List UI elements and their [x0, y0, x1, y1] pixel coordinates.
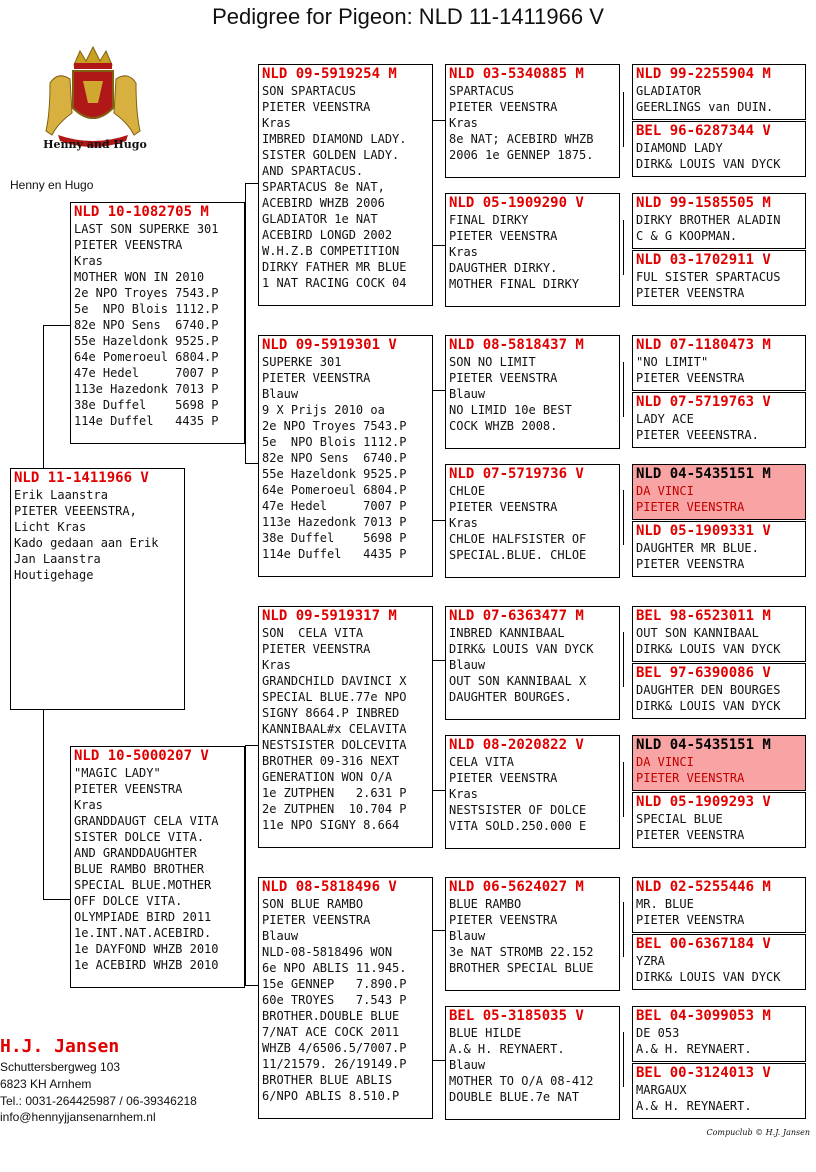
- connector: [43, 899, 70, 900]
- ring-number: NLD 08-2020822 V: [449, 737, 584, 753]
- pigeon-info-line: DAUGHTER BOURGES.: [449, 690, 572, 704]
- pigeon-card-mff[interactable]: [445, 606, 620, 720]
- pigeon-info-line: PIETER VEENSTRA: [636, 286, 745, 300]
- ring-number: NLD 03-1702911 V: [636, 252, 771, 268]
- connector: [432, 930, 445, 931]
- pigeon-info-line: 2e NPO Troyes 7543.P: [262, 419, 407, 433]
- pigeon-info-line: INBRED KANNIBAAL: [449, 626, 565, 640]
- pigeon-info-line: 113e Hazedonk 7013 P: [74, 382, 219, 396]
- ring-number: NLD 05-1909293 V: [636, 794, 771, 810]
- pigeon-info-line: BROTHER 09-316 NEXT: [262, 754, 400, 768]
- pigeon-info-line: PIETER VEEENSTRA,: [14, 504, 137, 518]
- pigeon-info-line: PIETER VEENSTRA: [636, 557, 745, 571]
- pigeon-info-line: 5e NPO Blois 1112.P: [262, 435, 407, 449]
- pigeon-info-line: W.H.Z.B COMPETITION: [262, 244, 400, 258]
- pigeon-card-g9[interactable]: [632, 606, 806, 662]
- pigeon-info-line: DA VINCI: [636, 484, 694, 498]
- pigeon-card-g12[interactable]: [632, 792, 806, 848]
- pigeon-info-line: Jan Laanstra: [14, 552, 101, 566]
- pigeon-info-line: PIETER VEENSTRA: [74, 238, 183, 252]
- pigeon-info-line: MR. BLUE: [636, 897, 694, 911]
- pigeon-info-line: PIETER VEENSTRA: [636, 828, 745, 842]
- connector: [245, 183, 246, 463]
- breeder-name: H.J. Jansen: [0, 1036, 120, 1057]
- pigeon-info-line: 38e Duffel 5698 P: [262, 531, 407, 545]
- pigeon-card-g16[interactable]: [632, 1063, 806, 1119]
- pigeon-info-line: DOUBLE BLUE.7e NAT: [449, 1090, 580, 1104]
- pigeon-info-line: 64e Pomeroeul 6804.P: [262, 483, 407, 497]
- pigeon-info-line: Kras: [74, 254, 103, 268]
- pigeon-info-line: 38e Duffel 5698 P: [74, 398, 219, 412]
- ring-number: NLD 07-5719763 V: [636, 394, 771, 410]
- pigeon-info-line: 1e DAYFOND WHZB 2010: [74, 942, 219, 956]
- connector: [623, 762, 624, 817]
- pigeon-info-line: FUL SISTER SPARTACUS: [636, 270, 781, 284]
- pigeon-info-line: 55e Hazeldonk 9525.P: [262, 467, 407, 481]
- pigeon-info-line: CELA VITA: [449, 755, 515, 769]
- pigeon-info-line: 11e NPO SIGNY 8.664: [262, 818, 400, 832]
- connector: [43, 325, 44, 469]
- connector: [623, 632, 624, 687]
- pigeon-info-line: 15e GENNEP 7.890.P: [262, 977, 407, 991]
- pigeon-info-line: DAUGHTER MR BLUE.: [636, 541, 759, 555]
- pigeon-info-line: Blauw: [262, 929, 299, 943]
- connector: [43, 325, 70, 326]
- pigeon-info-line: DE 053: [636, 1026, 680, 1040]
- pigeon-info-line: 47e Hedel 7007 P: [262, 499, 407, 513]
- pigeon-card-ff[interactable]: [258, 64, 433, 306]
- pigeon-card-g1[interactable]: [632, 64, 806, 120]
- pigeon-info-line: MOTHER WON IN 2010: [74, 270, 205, 284]
- pigeon-info-line: GEERLINGS van DUIN.: [636, 100, 774, 114]
- pigeon-info-line: "MAGIC LADY": [74, 766, 161, 780]
- connector: [43, 709, 44, 899]
- pigeon-info-line: Kras: [449, 245, 478, 259]
- ring-number: NLD 09-5919317 M: [262, 608, 397, 624]
- ring-number: NLD 09-5919254 M: [262, 66, 397, 82]
- ring-number: NLD 06-5624027 M: [449, 879, 584, 895]
- pigeon-info-line: SON SPARTACUS: [262, 84, 356, 98]
- pigeon-info-line: AND GRANDDAUGHTER: [74, 846, 197, 860]
- pigeon-info-line: NESTSISTER DOLCEVITA: [262, 738, 407, 752]
- pigeon-card-mmm[interactable]: [445, 1006, 620, 1120]
- pigeon-info-line: DAUGTHER DIRKY.: [449, 261, 558, 275]
- breeder-city: 6823 KH Arnhem: [0, 1077, 92, 1091]
- pigeon-info-line: 3e NAT STROMB 22.152: [449, 945, 594, 959]
- pigeon-info-line: SON CELA VITA: [262, 626, 364, 640]
- pigeon-info-line: Erik Laanstra: [14, 488, 108, 502]
- connector: [245, 745, 259, 746]
- connector: [245, 463, 259, 464]
- pigeon-info-line: CHLOE HALFSISTER OF: [449, 532, 587, 546]
- pigeon-info-line: 6/NPO ABLIS 8.510.P: [262, 1089, 400, 1103]
- pigeon-card-mm[interactable]: [258, 877, 433, 1119]
- pigeon-info-line: Blauw: [262, 387, 299, 401]
- pigeon-info-line: DIRK& LOUIS VAN DYCK: [636, 642, 781, 656]
- pigeon-info-line: 2e NPO Troyes 7543.P: [74, 286, 219, 300]
- pigeon-info-line: 114e Duffel 4435 P: [262, 547, 407, 561]
- pigeon-info-line: 11/21579. 26/19149.P: [262, 1057, 407, 1071]
- pigeon-info-line: LAST SON SUPERKE 301: [74, 222, 219, 236]
- pigeon-info-line: 5e NPO Blois 1112.P: [74, 302, 219, 316]
- ring-number: NLD 04-5435151 M: [636, 466, 771, 482]
- pigeon-info-line: PIETER VEENSTRA: [636, 771, 745, 785]
- pigeon-card-g15[interactable]: [632, 1006, 806, 1062]
- ring-number: NLD 10-1082705 M: [74, 204, 209, 220]
- pigeon-info-line: SUPERKE 301: [262, 355, 342, 369]
- pigeon-info-line: BLUE RAMBO BROTHER: [74, 862, 205, 876]
- pigeon-info-line: SON BLUE RAMBO: [262, 897, 364, 911]
- connector: [432, 1060, 445, 1061]
- pigeon-info-line: BLUE HILDE: [449, 1026, 522, 1040]
- pigeon-info-line: 47e Hedel 7007 P: [74, 366, 219, 380]
- copyright: Compuclub © H.J. Jansen: [706, 1128, 810, 1137]
- pigeon-info-line: DIRK& LOUIS VAN DYCK: [449, 642, 594, 656]
- ring-number: BEL 97-6390086 V: [636, 665, 771, 681]
- pigeon-info-line: SISTER DOLCE VITA.: [74, 830, 205, 844]
- pigeon-info-line: GRANDCHILD DAVINCI X: [262, 674, 407, 688]
- pigeon-card-subject[interactable]: [10, 468, 185, 710]
- pigeon-info-line: MOTHER TO O/A 08-412: [449, 1074, 594, 1088]
- pigeon-info-line: DIRKY BROTHER ALADIN: [636, 213, 781, 227]
- ring-number: BEL 98-6523011 M: [636, 608, 771, 624]
- pigeon-info-line: 114e Duffel 4435 P: [74, 414, 219, 428]
- pigeon-info-line: OFF DOLCE VITA.: [74, 894, 183, 908]
- pigeon-card-g13[interactable]: [632, 877, 806, 933]
- pigeon-info-line: GLADIATOR 1e NAT: [262, 212, 378, 226]
- pigeon-info-line: 113e Hazedonk 7013 P: [262, 515, 407, 529]
- pigeon-info-line: 60e TROYES 7.543 P: [262, 993, 407, 1007]
- pigeon-info-line: LADY ACE: [636, 412, 694, 426]
- connector: [245, 183, 259, 184]
- pigeon-info-line: ACEBIRD WHZB 2006: [262, 196, 385, 210]
- page-title: Pedigree for Pigeon: NLD 11-1411966 V: [212, 4, 604, 29]
- connector: [623, 1032, 624, 1087]
- pigeon-card-g3[interactable]: [632, 193, 806, 249]
- pigeon-info-line: DAUGHTER DEN BOURGES: [636, 683, 781, 697]
- pigeon-info-line: Blauw: [449, 387, 486, 401]
- pigeon-info-line: 64e Pomeroeul 6804.P: [74, 350, 219, 364]
- pigeon-info-line: PIETER VEENSTRA: [449, 100, 558, 114]
- pigeon-info-line: 2006 1e GENNEP 1875.: [449, 148, 594, 162]
- pigeon-info-line: VITA SOLD.250.000 E: [449, 819, 587, 833]
- pigeon-card-g6[interactable]: [632, 392, 806, 448]
- ring-number: BEL 96-6287344 V: [636, 123, 771, 139]
- pigeon-info-line: 8e NAT; ACEBIRD WHZB: [449, 132, 594, 146]
- pigeon-info-line: BLUE RAMBO: [449, 897, 522, 911]
- pigeon-info-line: A.& H. REYNAERT.: [449, 1042, 565, 1056]
- pigeon-info-line: Licht Kras: [14, 520, 87, 534]
- pigeon-info-line: PIETER VEENSTRA: [262, 100, 371, 114]
- pigeon-info-line: DIRKY FATHER MR BLUE: [262, 260, 407, 274]
- pigeon-info-line: GRANDDAUGT CELA VITA: [74, 814, 219, 828]
- pigeon-card-fm[interactable]: [258, 335, 433, 577]
- ring-number: NLD 08-5818496 V: [262, 879, 397, 895]
- pigeon-info-line: PIETER VEENSTRA: [74, 782, 183, 796]
- pigeon-info-line: NESTSISTER OF DOLCE: [449, 803, 587, 817]
- pigeon-info-line: Houtigehage: [14, 568, 94, 582]
- pigeon-info-line: Blauw: [449, 1058, 486, 1072]
- pigeon-info-line: OLYMPIADE BIRD 2011: [74, 910, 212, 924]
- pigeon-info-line: ACEBIRD LONGD 2002: [262, 228, 393, 242]
- ring-number: NLD 11-1411966 V: [14, 470, 149, 486]
- connector: [432, 245, 445, 246]
- ring-number: NLD 08-5818437 M: [449, 337, 584, 353]
- pigeon-card-ffm[interactable]: [445, 193, 620, 307]
- breeder-email[interactable]: info@hennyjjansenarnhem.nl: [0, 1110, 156, 1124]
- ring-number: BEL 00-3124013 V: [636, 1065, 771, 1081]
- pigeon-info-line: PIETER VEENSTRA: [636, 500, 745, 514]
- pigeon-info-line: Kras: [262, 116, 291, 130]
- pigeon-info-line: PIETER VEENSTRA: [262, 371, 371, 385]
- pigeon-info-line: CHLOE: [449, 484, 486, 498]
- pigeon-card-mother[interactable]: [70, 746, 245, 988]
- pigeon-card-fff[interactable]: [445, 64, 620, 178]
- pigeon-info-line: COCK WHZB 2008.: [449, 419, 558, 433]
- pigeon-info-line: DA VINCI: [636, 755, 694, 769]
- pigeon-info-line: PIETER VEEENSTRA.: [636, 428, 759, 442]
- connector: [432, 120, 445, 121]
- pigeon-card-fmf[interactable]: [445, 335, 620, 449]
- pigeon-card-g4[interactable]: [632, 250, 806, 306]
- pigeon-info-line: DIRK& LOUIS VAN DYCK: [636, 699, 781, 713]
- pigeon-info-line: 1e.INT.NAT.ACEBIRD.: [74, 926, 212, 940]
- pigeon-info-line: NO LIMID 10e BEST: [449, 403, 572, 417]
- pigeon-info-line: DIRK& LOUIS VAN DYCK: [636, 970, 781, 984]
- pigeon-info-line: BROTHER SPECIAL BLUE: [449, 961, 594, 975]
- pigeon-info-line: "NO LIMIT": [636, 355, 709, 369]
- ring-number: NLD 05-1909290 V: [449, 195, 584, 211]
- owner-label: Henny en Hugo: [10, 178, 94, 192]
- pigeon-card-g7[interactable]: [632, 464, 806, 520]
- connector: [623, 220, 624, 275]
- pigeon-info-line: BROTHER BLUE ABLIS: [262, 1073, 393, 1087]
- pigeon-info-line: SIGNY 8664.P INBRED: [262, 706, 400, 720]
- connector: [623, 92, 624, 147]
- pigeon-info-line: SPECIAL BLUE.MOTHER: [74, 878, 212, 892]
- pigeon-card-g2[interactable]: [632, 121, 806, 177]
- breeder-phone: Tel.: 0031-264425987 / 06-39346218: [0, 1094, 197, 1108]
- pigeon-info-line: GENERATION WON O/A: [262, 770, 393, 784]
- ring-number: BEL 05-3185035 V: [449, 1008, 584, 1024]
- pigeon-info-line: PIETER VEENSTRA: [636, 913, 745, 927]
- connector: [245, 985, 259, 986]
- logo-caption: Henny and Hugo: [43, 138, 147, 151]
- connector: [432, 660, 445, 661]
- pigeon-info-line: SPECIAL.BLUE. CHLOE: [449, 548, 587, 562]
- pigeon-info-line: FINAL DIRKY: [449, 213, 529, 227]
- pigeon-info-line: SISTER GOLDEN LADY.: [262, 148, 400, 162]
- pigeon-info-line: Kado gedaan aan Erik: [14, 536, 159, 550]
- pigeon-card-mmf[interactable]: [445, 877, 620, 991]
- pigeon-info-line: Kras: [74, 798, 103, 812]
- pigeon-info-line: Kras: [262, 658, 291, 672]
- pigeon-info-line: SPECIAL BLUE.77e NPO: [262, 690, 407, 704]
- pigeon-info-line: SON NO LIMIT: [449, 355, 536, 369]
- ring-number: NLD 99-2255904 M: [636, 66, 771, 82]
- pigeon-info-line: PIETER VEENSTRA: [449, 500, 558, 514]
- pigeon-info-line: OUT SON KANNIBAAL X: [449, 674, 587, 688]
- ring-number: NLD 03-5340885 M: [449, 66, 584, 82]
- pigeon-info-line: PIETER VEENSTRA: [449, 371, 558, 385]
- pigeon-info-line: A.& H. REYNAERT.: [636, 1099, 752, 1113]
- pigeon-info-line: DIAMOND LADY: [636, 141, 723, 155]
- pigeon-info-line: PIETER VEENSTRA: [262, 913, 371, 927]
- connector: [623, 362, 624, 417]
- pigeon-card-mfm[interactable]: [445, 735, 620, 849]
- ring-number: NLD 09-5919301 V: [262, 337, 397, 353]
- ring-number: NLD 99-1585505 M: [636, 195, 771, 211]
- pigeon-info-line: PIETER VEENSTRA: [449, 229, 558, 243]
- connector: [245, 745, 246, 985]
- pigeon-info-line: 1e ZUTPHEN 2.631 P: [262, 786, 407, 800]
- pigeon-info-line: Blauw: [449, 658, 486, 672]
- ring-number: NLD 05-1909331 V: [636, 523, 771, 539]
- pigeon-info-line: 6e NPO ABLIS 11.945.: [262, 961, 407, 975]
- pigeon-info-line: A.& H. REYNAERT.: [636, 1042, 752, 1056]
- connector: [432, 520, 445, 521]
- pigeon-card-father[interactable]: [70, 202, 245, 444]
- pigeon-info-line: 82e NPO Sens 6740.P: [262, 451, 407, 465]
- pigeon-info-line: PIETER VEENSTRA: [262, 642, 371, 656]
- pigeon-info-line: DIRK& LOUIS VAN DYCK: [636, 157, 781, 171]
- ring-number: BEL 04-3099053 M: [636, 1008, 771, 1024]
- ring-number: NLD 04-5435151 M: [636, 737, 771, 753]
- pigeon-card-mf[interactable]: [258, 606, 433, 848]
- pigeon-info-line: MARGAUX: [636, 1083, 687, 1097]
- pigeon-info-line: 9 X Prijs 2010 oa: [262, 403, 385, 417]
- pigeon-card-g8[interactable]: [632, 521, 806, 577]
- pigeon-info-line: YZRA: [636, 954, 665, 968]
- pigeon-info-line: GLADIATOR: [636, 84, 702, 98]
- pigeon-card-g10[interactable]: [632, 663, 806, 719]
- pigeon-info-line: AND SPARTACUS.: [262, 164, 364, 178]
- pigeon-info-line: SPARTACUS: [449, 84, 515, 98]
- connector: [623, 902, 624, 957]
- pigeon-info-line: C & G KOOPMAN.: [636, 229, 738, 243]
- pigeon-info-line: PIETER VEENSTRA: [449, 771, 558, 785]
- pigeon-info-line: Kras: [449, 516, 478, 530]
- pigeon-info-line: 7/NAT ACE COCK 2011: [262, 1025, 400, 1039]
- pigeon-info-line: OUT SON KANNIBAAL: [636, 626, 759, 640]
- pigeon-info-line: PIETER VEENSTRA: [449, 913, 558, 927]
- pigeon-info-line: Kras: [449, 787, 478, 801]
- connector: [432, 390, 445, 391]
- ring-number: NLD 07-6363477 M: [449, 608, 584, 624]
- pigeon-card-g14[interactable]: [632, 934, 806, 990]
- connector: [432, 790, 445, 791]
- pigeon-info-line: 1e ACEBIRD WHZB 2010: [74, 958, 219, 972]
- pigeon-info-line: SPECIAL BLUE: [636, 812, 723, 826]
- pigeon-info-line: Blauw: [449, 929, 486, 943]
- connector: [623, 490, 624, 545]
- pigeon-info-line: SPARTACUS 8e NAT,: [262, 180, 385, 194]
- pigeon-info-line: 1 NAT RACING COCK 04: [262, 276, 407, 290]
- pigeon-card-g5[interactable]: [632, 335, 806, 391]
- pigeon-card-fmm[interactable]: [445, 464, 620, 578]
- pigeon-info-line: PIETER VEENSTRA: [636, 371, 745, 385]
- pigeon-card-g11[interactable]: [632, 735, 806, 791]
- ring-number: NLD 07-5719736 V: [449, 466, 584, 482]
- pigeon-info-line: 55e Hazeldonk 9525.P: [74, 334, 219, 348]
- ring-number: NLD 07-1180473 M: [636, 337, 771, 353]
- pigeon-info-line: IMBRED DIAMOND LADY.: [262, 132, 407, 146]
- pigeon-info-line: BROTHER.DOUBLE BLUE: [262, 1009, 400, 1023]
- pigeon-info-line: MOTHER FINAL DIRKY: [449, 277, 580, 291]
- ring-number: NLD 10-5000207 V: [74, 748, 209, 764]
- ring-number: NLD 02-5255446 M: [636, 879, 771, 895]
- pigeon-info-line: 82e NPO Sens 6740.P: [74, 318, 219, 332]
- pigeon-info-line: KANNIBAAL#x CELAVITA: [262, 722, 407, 736]
- breeder-address: Schuttersbergweg 103: [0, 1060, 121, 1074]
- pigeon-info-line: 2e ZUTPHEN 10.704 P: [262, 802, 407, 816]
- pigeon-info-line: NLD-08-5818496 WON: [262, 945, 393, 959]
- ring-number: BEL 00-6367184 V: [636, 936, 771, 952]
- pigeon-info-line: Kras: [449, 116, 478, 130]
- pigeon-info-line: WHZB 4/6506.5/7007.P: [262, 1041, 407, 1055]
